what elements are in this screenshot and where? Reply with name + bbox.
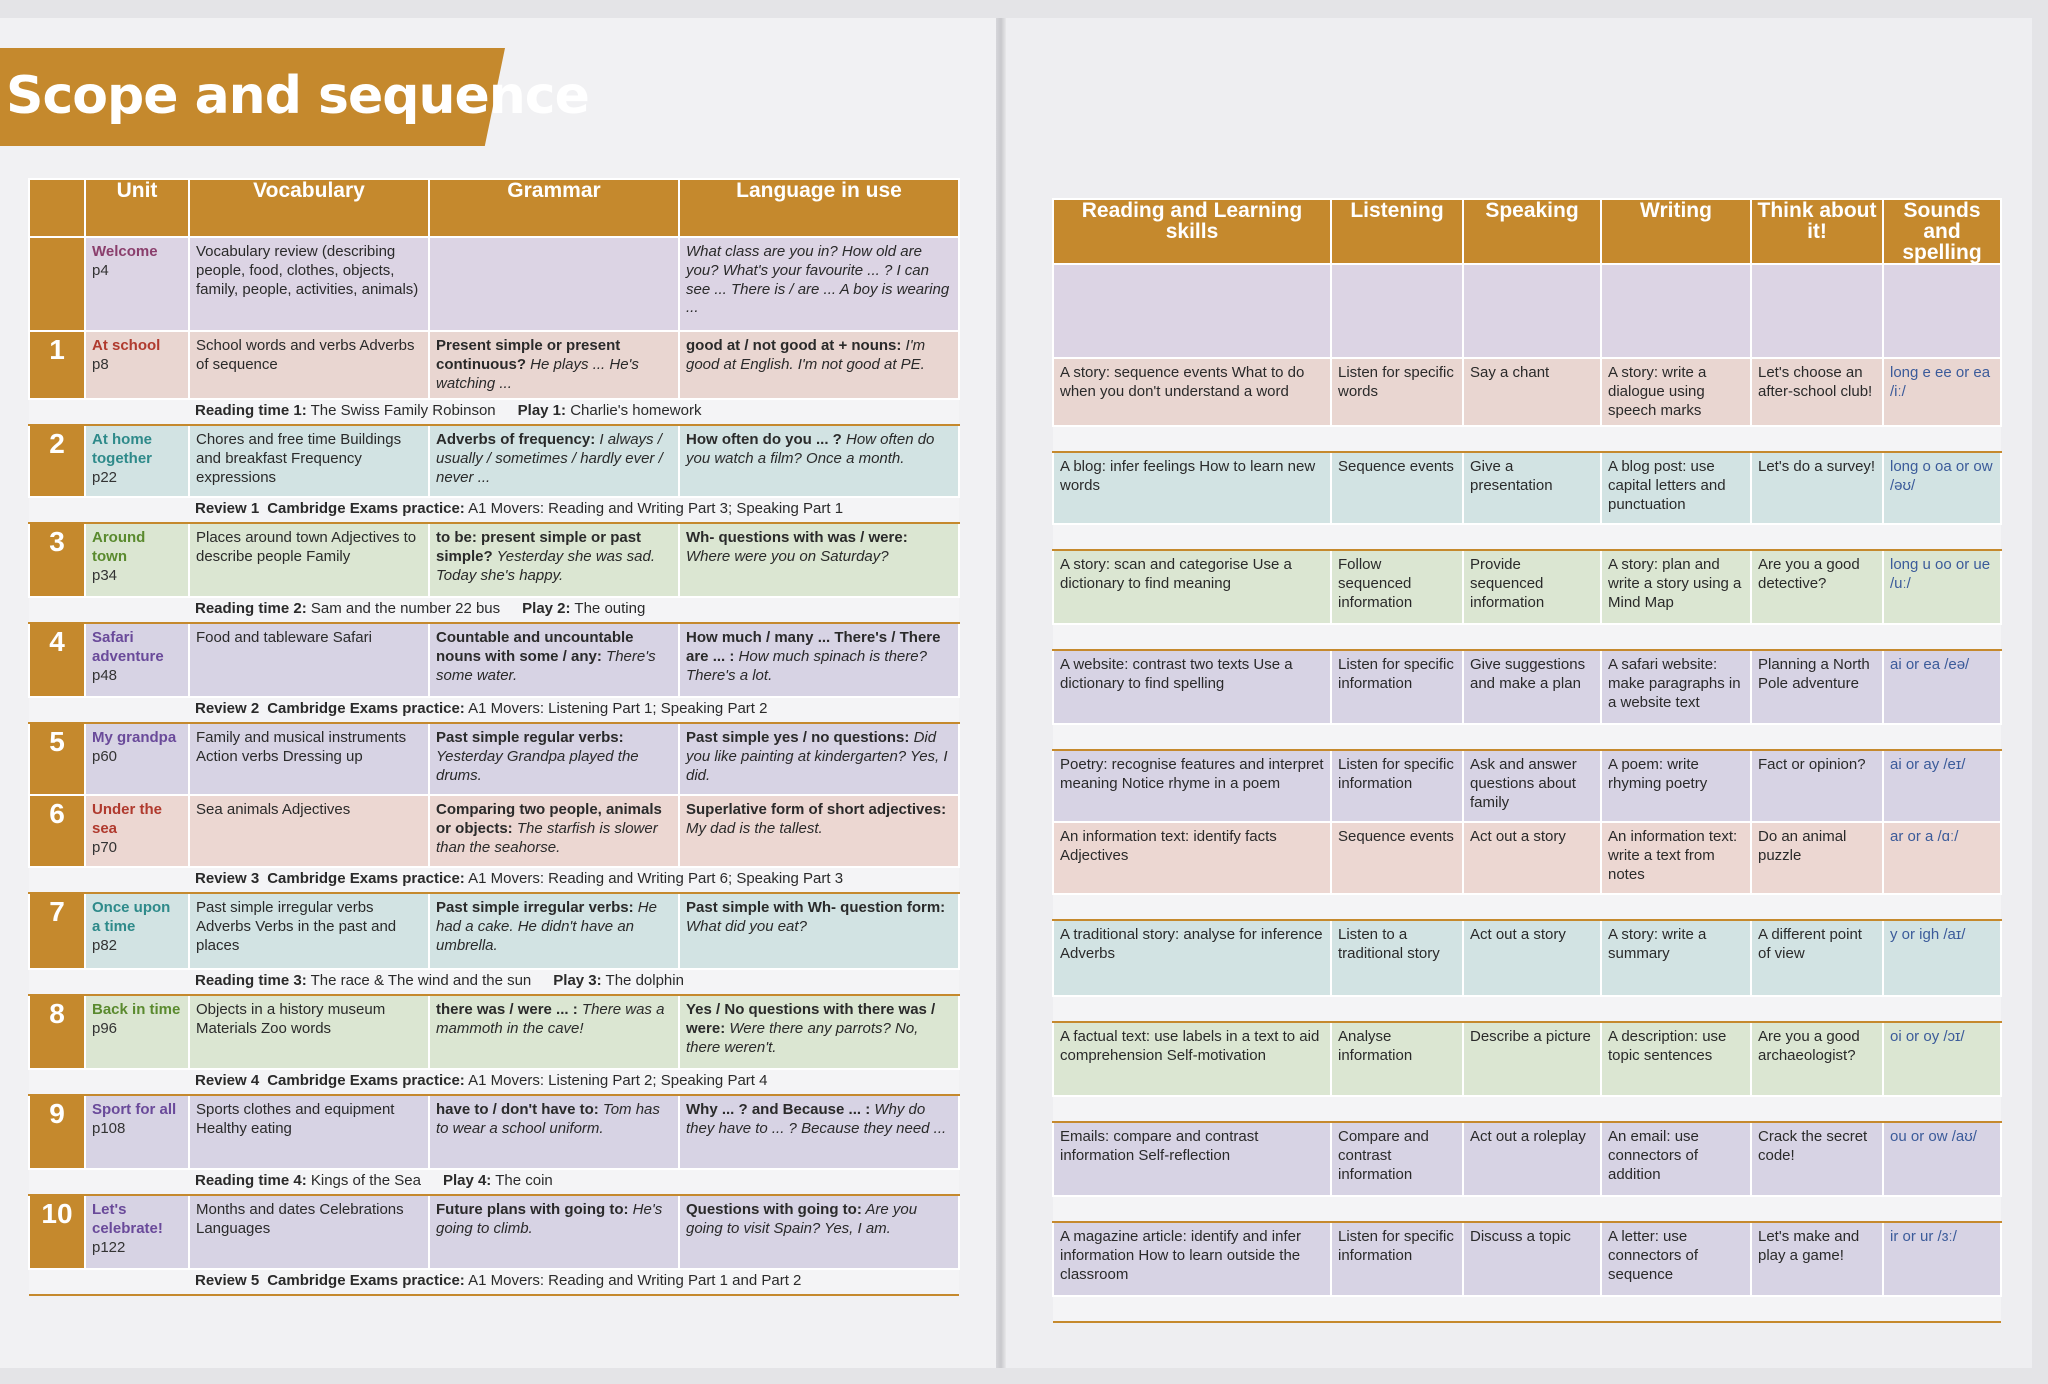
reading-cell: Poetry: recognise features and interpret meaning Notice rhyme in a poem [1053,750,1331,822]
listening-cell: Listen to a traditional story [1331,920,1463,996]
speaking-cell: Provide sequenced information [1463,550,1601,624]
writing-cell: An information text: write a text from notes [1601,822,1751,894]
language-example: How much spinach is there? There's a lot. [686,648,927,684]
think-cell: Fact or opinion? [1751,750,1883,822]
vocabulary-cell: Family and musical instruments Action verbs Dressing up [189,723,429,795]
unit-number: 8 [29,995,85,1069]
banner-text: The outing [570,600,646,618]
unit-cell [85,623,189,697]
language-cell [679,795,959,867]
grammar-cell [429,623,679,697]
unit-cell [85,523,189,597]
language-example: Were there any parrots? No, there weren't. [686,1020,919,1056]
language-cell [679,425,959,497]
banner-label: Reading time 1: [195,402,307,420]
writing-cell: A blog post: use capital letters and punctuation [1601,452,1751,524]
unit-number: 3 [29,523,85,597]
banner-cell [1053,1196,2001,1222]
banner-row [1053,1296,2001,1322]
speaking-cell: Ask and answer questions about family [1463,750,1601,822]
banner-label: Play 4: [442,1172,492,1190]
unit-page: p70 [92,838,118,856]
unit-page: p82 [92,936,118,954]
reading-cell: A story: scan and categorise Use a dictionary to find meaning [1053,550,1331,624]
banner-row [1053,524,2001,550]
think-cell: Do an animal puzzle [1751,822,1883,894]
unit-name: At school [92,337,161,354]
unit-cell [85,1195,189,1269]
vocabulary-cell: Sports clothes and equipment Healthy eating [189,1095,429,1169]
grammar-rule: Countable and uncountable nouns with some / any: [436,629,634,665]
banner-row [1053,1096,2001,1122]
unit-page: p48 [92,666,118,684]
banner-row [29,969,959,995]
grammar-example: There was a mammoth in the cave! [436,1001,665,1037]
unit-name: Under the sea [92,801,163,837]
unit-page: p60 [92,748,118,765]
banner-text: A1 Movers: Listening Part 1; Speaking Part 2 [464,700,768,718]
vocabulary-cell: Past simple irregular verbs Adverbs Verbs in the past and places [189,893,429,969]
unit-page: p8 [92,355,109,373]
table-row [1053,550,2001,624]
scope-table-left [28,178,960,1296]
banner-label: Cambridge Exams practice: [267,1072,465,1090]
banner-row [29,1269,959,1295]
header-language-in-use: Language in use [679,179,959,237]
language-rule: Why ... ? and Because ... : [686,1101,871,1119]
think-cell [1751,264,1883,358]
unit-name: Around town [92,529,146,565]
grammar-cell [429,893,679,969]
language-rule: Past simple with Wh- question form: [686,899,946,917]
language-rule: Past simple yes / no questions: [686,729,910,747]
unit-cell [85,893,189,969]
language-cell [679,893,959,969]
table-row [29,723,959,795]
header-think: Think about it! [1751,199,1883,264]
grammar-example: The starfish is slower than the seahorse. [436,820,658,856]
unit-cell [85,723,189,795]
banner-cell [29,1269,959,1295]
book-gutter [996,18,1006,1368]
language-cell [679,1195,959,1269]
speaking-cell: Act out a roleplay [1463,1122,1601,1196]
grammar-cell [429,1095,679,1169]
unit-name: Welcome [92,243,158,260]
listening-cell: Sequence events [1331,822,1463,894]
table-row [1053,452,2001,524]
banner-text: A1 Movers: Reading and Writing Part 1 and Part 2 [464,1272,802,1290]
language-example: Are you going to visit Spain? Yes, I am. [686,1201,918,1237]
writing-cell [1601,264,1751,358]
writing-cell: A story: write a summary [1601,920,1751,996]
banner-label: Cambridge Exams practice: [267,1272,465,1290]
unit-name: Once upon a time [92,899,171,935]
unit-cell [85,425,189,497]
sounds-cell [1883,264,2001,358]
banner-label: Reading time 4: [195,1172,307,1190]
unit-page: p22 [92,468,118,486]
vocabulary-cell: Objects in a history museum Materials Zoo words [189,995,429,1069]
banner-row [29,399,959,425]
banner-text: Kings of the Sea [306,1172,421,1190]
banner-row [1053,894,2001,920]
vocabulary-cell: Places around town Adjectives to describe people Family [189,523,429,597]
sounds-cell: ar or a /ɑː/ [1883,822,2001,894]
listening-cell: Follow sequenced information [1331,550,1463,624]
grammar-example: I always / usually / sometimes / hardly ever / never ... [436,431,663,486]
unit-cell [85,995,189,1069]
unit-number: 2 [29,425,85,497]
banner-row [1053,724,2001,750]
speaking-cell: Describe a picture [1463,1022,1601,1096]
language-example: How often do you watch a film? Once a month. [686,431,935,467]
grammar-rule: Comparing two people, animals or objects: [436,801,662,837]
listening-cell: Compare and contrast information [1331,1122,1463,1196]
unit-name: My grandpa [92,729,177,747]
table-row [1053,1122,2001,1196]
banner-text: A1 Movers: Reading and Writing Part 6; Speaking Part 3 [464,870,844,888]
table-row [1053,1022,2001,1096]
think-cell: Are you a good detective? [1751,550,1883,624]
sounds-cell: ir or ur /ɜː/ [1883,1222,2001,1296]
vocabulary-cell: Sea animals Adjectives [189,795,429,867]
banner-label: Cambridge Exams practice: [267,500,465,518]
banner-row [29,1169,959,1195]
sounds-cell: long u oo or ue /uː/ [1883,550,2001,624]
banner-row [29,697,959,723]
banner-cell [1053,996,2001,1022]
think-cell: Are you a good archaeologist? [1751,1022,1883,1096]
language-cell [679,995,959,1069]
think-cell: Let's choose an after-school club! [1751,358,1883,426]
language-example: My dad is the tallest. [686,820,823,837]
banner-cell [29,969,959,995]
sounds-cell: long o oa or ow /əʊ/ [1883,452,2001,524]
language-rule: How often do you ... ? [686,431,842,449]
grammar-rule: Adverbs of frequency: [436,431,596,449]
think-cell: Let's make and play a game! [1751,1222,1883,1296]
listening-cell: Listen for specific information [1331,650,1463,724]
unit-name: Safari adventure [92,629,164,665]
banner-cell [29,867,959,893]
table-row [1053,920,2001,996]
listening-cell: Analyse information [1331,1022,1463,1096]
banner-cell [29,497,959,523]
writing-cell: An email: use connectors of addition [1601,1122,1751,1196]
sounds-cell: ai or ea /eə/ [1883,650,2001,724]
banner-cell [1053,1096,2001,1122]
page-title: Scope and sequence [6,66,589,126]
writing-cell: A safari website: make paragraphs in a website text [1601,650,1751,724]
language-cell [679,523,959,597]
language-cell [679,1095,959,1169]
listening-cell: Listen for specific information [1331,750,1463,822]
header-grammar: Grammar [429,179,679,237]
banner-cell [29,597,959,623]
grammar-example: Tom has to wear a school uniform. [436,1101,660,1137]
grammar-cell [429,331,679,399]
banner-cell [1053,624,2001,650]
banner-cell [29,697,959,723]
language-rule: How much / many ... There's / There are ... : [686,629,941,665]
grammar-cell [429,1195,679,1269]
grammar-rule: Present simple or present continuous? [436,337,621,373]
listening-cell: Listen for specific information [1331,1222,1463,1296]
banner-cell [1053,724,2001,750]
language-cell [679,237,959,331]
writing-cell: A letter: use connectors of sequence [1601,1222,1751,1296]
unit-number: 6 [29,795,85,867]
grammar-example: Yesterday she was sad. Today she's happy. [436,548,656,584]
reading-cell: Emails: compare and contrast information Self-reflection [1053,1122,1331,1196]
sounds-cell: long e ee or ea /iː/ [1883,358,2001,426]
unit-cell [85,237,189,331]
table-row [29,1195,959,1269]
reading-cell: A story: sequence events What to do when you don't understand a word [1053,358,1331,426]
banner-cell [29,1169,959,1195]
banner-text: Sam and the number 22 bus [306,600,501,618]
banner-row [29,497,959,523]
think-cell: Planning a North Pole adventure [1751,650,1883,724]
banner-row [29,867,959,893]
banner-row [1053,624,2001,650]
banner-label: Play 1: [517,402,567,420]
grammar-example: Yesterday Grandpa played the drums. [436,748,639,784]
grammar-example: He had a cake. He didn't have an umbrella. [436,899,657,954]
speaking-cell: Give suggestions and make a plan [1463,650,1601,724]
grammar-rule: Future plans with going to: [436,1201,629,1219]
banner-cell [1053,894,2001,920]
speaking-cell: Discuss a topic [1463,1222,1601,1296]
grammar-example: He plays ... He's watching ... [436,355,639,392]
language-example: What did you eat? [686,918,807,935]
listening-cell [1331,264,1463,358]
table-row [29,425,959,497]
unit-number: 1 [29,331,85,399]
banner-label: Review 3 [195,870,260,888]
banner-label: Cambridge Exams practice: [267,870,465,888]
language-rule: Wh- questions with was / were: [686,529,908,547]
unit-number: 5 [29,723,85,795]
unit-number: 7 [29,893,85,969]
speaking-cell: Say a chant [1463,358,1601,426]
grammar-cell [429,523,679,597]
vocabulary-cell: Chores and free time Buildings and breakfast Frequency expressions [189,425,429,497]
unit-name: Sport for all [92,1101,177,1119]
think-cell: Crack the secret code! [1751,1122,1883,1196]
unit-page: p34 [92,566,118,584]
unit-cell [85,795,189,867]
banner-text: The dolphin [601,972,684,990]
banner-cell [1053,426,2001,452]
language-rule: Questions with going to: [686,1201,862,1219]
grammar-rule: to be: present simple or past simple? [436,529,642,565]
banner-label: Cambridge Exams practice: [267,700,465,718]
speaking-cell: Act out a story [1463,920,1601,996]
grammar-cell [429,237,679,331]
table-row [1053,358,2001,426]
banner-text: The Swiss Family Robinson [306,402,496,420]
banner-text: Charlie's homework [566,402,702,420]
table-row [29,623,959,697]
banner-row [1053,996,2001,1022]
table-row [29,795,959,867]
header-speaking: Speaking [1463,199,1601,264]
unit-cell [85,1095,189,1169]
speaking-cell: Act out a story [1463,822,1601,894]
banner-label: Review 5 [195,1272,260,1290]
banner-label: Review 4 [195,1072,260,1090]
vocabulary-cell: School words and verbs Adverbs of sequence [189,331,429,399]
grammar-cell [429,723,679,795]
listening-cell: Sequence events [1331,452,1463,524]
table-row [1053,264,2001,358]
language-example: Where were you on Saturday? [686,548,889,565]
unit-page: p4 [92,261,109,279]
reading-cell [1053,264,1331,358]
sounds-cell: y or igh /aɪ/ [1883,920,2001,996]
reading-cell: A website: contrast two texts Use a dictionary to find spelling [1053,650,1331,724]
banner-row [29,1069,959,1095]
sounds-cell: ai or ay /eɪ/ [1883,750,2001,822]
language-text: What class are you in? How old are you? What's your favourite ... ? I can see ... There is / are ... A boy is wearing ... [686,243,950,317]
banner-cell [1053,1296,2001,1322]
language-cell [679,623,959,697]
table-row [1053,822,2001,894]
grammar-rule: Past simple irregular verbs: [436,899,634,917]
table-row [1053,750,2001,822]
unit-number [29,237,85,331]
writing-cell: A story: plan and write a story using a Mind Map [1601,550,1751,624]
unit-page: p122 [92,1238,126,1256]
language-cell [679,723,959,795]
unit-number: 10 [29,1195,85,1269]
banner-text: The race & The wind and the sun [306,972,532,990]
grammar-example: He's going to climb. [436,1201,663,1237]
header-vocabulary: Vocabulary [189,179,429,237]
grammar-rule: have to / don't have to: [436,1101,599,1119]
speaking-cell: Give a presentation [1463,452,1601,524]
banner-label: Play 3: [553,972,602,990]
reading-cell: A blog: infer feelings How to learn new words [1053,452,1331,524]
banner-cell [29,399,959,425]
banner-cell [1053,524,2001,550]
vocabulary-cell: Months and dates Celebrations Languages [189,1195,429,1269]
banner-cell [29,1069,959,1095]
grammar-cell [429,795,679,867]
unit-number: 9 [29,1095,85,1169]
banner-label: Reading time 2: [195,600,307,618]
unit-name: Back in time [92,1001,181,1019]
banner-row [1053,1196,2001,1222]
banner-text: A1 Movers: Listening Part 2; Speaking Part 4 [464,1072,768,1090]
sounds-cell: oi or oy /ɔɪ/ [1883,1022,2001,1096]
table-row [29,523,959,597]
banner-label: Review 2 [195,700,260,718]
language-rule: Superlative form of short adjectives: [686,801,947,819]
reading-cell: A factual text: use labels in a text to aid comprehension Self-motivation [1053,1022,1331,1096]
think-cell: Let's do a survey! [1751,452,1883,524]
language-example: Did you like painting at kindergarten? Yes, I did. [686,729,948,784]
unit-name: At home together [92,431,152,467]
grammar-cell [429,425,679,497]
language-cell [679,331,959,399]
scope-table-right [1052,198,2002,1323]
banner-row [29,597,959,623]
language-rule: Yes / No questions with there was / were: [686,1001,936,1037]
sounds-cell: ou or ow /aʊ/ [1883,1122,2001,1196]
reading-cell: An information text: identify facts Adjectives [1053,822,1331,894]
language-example: Why do they have to ... ? Because they need ... [686,1101,947,1137]
unit-page: p108 [92,1120,126,1137]
writing-cell: A description: use topic sentences [1601,1022,1751,1096]
grammar-cell [429,995,679,1069]
header-num [29,179,85,237]
think-cell: A different point of view [1751,920,1883,996]
table-row [29,995,959,1069]
table-row [1053,1222,2001,1296]
reading-cell: A magazine article: identify and infer information How to learn outside the classroom [1053,1222,1331,1296]
banner-text: A1 Movers: Reading and Writing Part 3; Speaking Part 1 [464,500,844,518]
grammar-rule: there was / were ... : [436,1001,578,1019]
table-row [29,331,959,399]
vocabulary-cell: Vocabulary review (describing people, food, clothes, objects, family, people, activities, animals) [189,237,429,331]
unit-number: 4 [29,623,85,697]
header-reading: Reading and Learning skills [1053,199,1331,264]
banner-label: Reading time 3: [195,972,307,990]
writing-cell: A story: write a dialogue using speech marks [1601,358,1751,426]
unit-page: p96 [92,1020,118,1037]
vocabulary-cell: Food and tableware Safari [189,623,429,697]
speaking-cell [1463,264,1601,358]
grammar-example: There's some water. [436,648,656,684]
writing-cell: A poem: write rhyming poetry [1601,750,1751,822]
table-row [29,237,959,331]
header-unit: Unit [85,179,189,237]
banner-row [1053,426,2001,452]
unit-cell [85,331,189,399]
header-listening: Listening [1331,199,1463,264]
unit-name: Let's celebrate! [92,1201,163,1237]
language-example: I'm good at English. I'm not good at PE. [686,337,926,373]
grammar-rule: Past simple regular verbs: [436,729,624,747]
banner-text: The coin [491,1172,553,1190]
table-row [29,893,959,969]
header-writing: Writing [1601,199,1751,264]
reading-cell: A traditional story: analyse for inference Adverbs [1053,920,1331,996]
banner-label: Review 1 [195,500,260,518]
listening-cell: Listen for specific words [1331,358,1463,426]
table-row [1053,650,2001,724]
language-rule: good at / not good at + nouns: [686,337,902,354]
header-sounds: Sounds and spelling [1883,199,2001,264]
table-row [29,1095,959,1169]
banner-label: Play 2: [522,600,571,618]
